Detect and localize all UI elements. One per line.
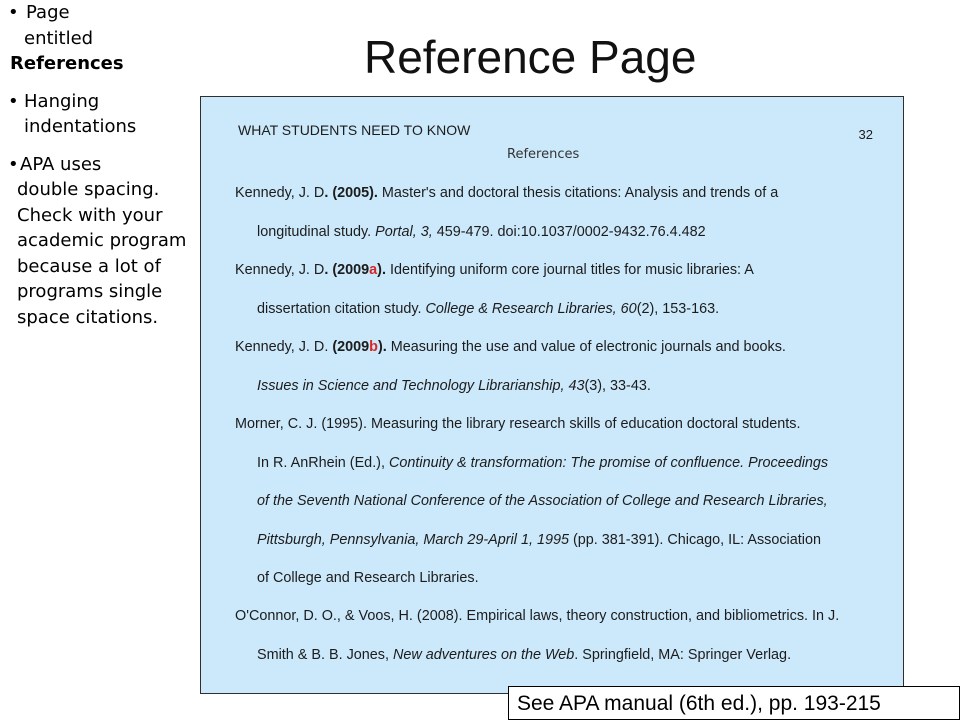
- entry-text: dissertation citation study.: [257, 300, 426, 317]
- entry-date-suffix: a: [369, 262, 378, 278]
- note-text: because a lot of: [17, 255, 161, 277]
- entry-text: Kennedy, J. D.: [235, 339, 333, 355]
- note-text: Hanging: [24, 90, 100, 112]
- entry-text: Morner, C. J. (1995). Measuring the library research skills of education doctoral students.: [235, 416, 801, 432]
- entry-text: (3), 33-43.: [584, 377, 651, 394]
- entry-date: ).: [377, 262, 386, 278]
- entry-date: . (2005).: [324, 185, 378, 201]
- entry-text: longitudinal study.: [257, 223, 376, 240]
- entry-source: Portal, 3,: [375, 223, 433, 240]
- entry-text: Kennedy, J. D: [235, 262, 325, 278]
- entry-source: of the Seventh National Conference of the Association of College and Research Libraries,: [257, 493, 828, 509]
- note-text: academic program: [17, 230, 187, 251]
- note-page-entitled: [8, 0, 198, 77]
- apa-manual-note: See APA manual (6th ed.), pp. 193-215: [508, 686, 960, 720]
- note-text: Check with your: [17, 204, 163, 226]
- entry-text: (pp. 381-391). Chicago, IL: Association: [568, 531, 821, 548]
- note-text: double spacing.: [17, 179, 160, 200]
- entry-text: Kennedy, J. D: [235, 185, 325, 201]
- entry-text: (2), 153-163.: [636, 300, 720, 317]
- reference-entry: [235, 337, 905, 414]
- entry-text: Measuring the use and value of electronic journals and books.: [386, 339, 786, 355]
- entry-date-suffix: b: [369, 339, 378, 355]
- entry-date: (2009: [332, 339, 370, 355]
- references-heading: References: [507, 147, 580, 162]
- entry-date: ).: [377, 339, 387, 355]
- reference-entry: [235, 414, 905, 607]
- page-number: 32: [858, 127, 873, 142]
- entry-source: Continuity & transformation: The promise of confluence. Proceedings: [388, 454, 829, 471]
- note-text: entitled: [24, 27, 94, 49]
- note-text: programs single: [17, 281, 163, 302]
- running-head: WHAT STUDENTS NEED TO KNOW: [238, 122, 471, 138]
- reference-page-example: [200, 96, 904, 694]
- side-notes: [8, 0, 198, 330]
- entry-text: In R. AnRhein (Ed.),: [257, 454, 389, 471]
- reference-entry: [235, 183, 905, 260]
- entry-date: . (2009: [324, 262, 370, 278]
- entry-text: of College and Research Libraries.: [257, 570, 479, 586]
- entry-source: College & Research Libraries, 60: [425, 300, 637, 317]
- note-text: space citations.: [17, 306, 159, 328]
- entry-source: Pittsburgh, Pennsylvania, March 29-April 1, 1995: [257, 531, 569, 548]
- reference-entry: [235, 260, 905, 337]
- slide-title: Reference Page: [364, 31, 697, 83]
- note-text: APA uses: [20, 153, 102, 175]
- note-double-spacing: [8, 152, 198, 331]
- entry-source: New adventures on the Web: [392, 646, 575, 663]
- reference-entry: [235, 606, 905, 683]
- note-text: Page: [26, 2, 70, 23]
- bullet-icon: •: [8, 90, 19, 112]
- entry-text: Master's and doctoral thesis citations: Analysis and trends of a: [377, 185, 779, 201]
- entry-source: Issues in Science and Technology Librarianship, 43: [257, 377, 585, 394]
- entry-text: Identifying uniform core journal titles for music libraries: A: [385, 262, 754, 278]
- entry-text: O'Connor, D. O., & Voos, H. (2008). Empirical laws, theory construction, and bibliometrics. In J.: [235, 608, 840, 624]
- entry-text: . Springfield, MA: Springer Verlag.: [574, 646, 792, 663]
- entry-text: Smith & B. B. Jones,: [257, 646, 393, 663]
- entry-text: 459-479. doi:10.1037/0002-9432.76.4.482: [432, 223, 706, 240]
- note-hanging-indentations: [8, 89, 198, 140]
- note-text: indentations: [24, 116, 137, 137]
- bullet-icon: •: [8, 2, 19, 23]
- note-text: References: [10, 53, 124, 74]
- bullet-icon: •: [8, 153, 19, 175]
